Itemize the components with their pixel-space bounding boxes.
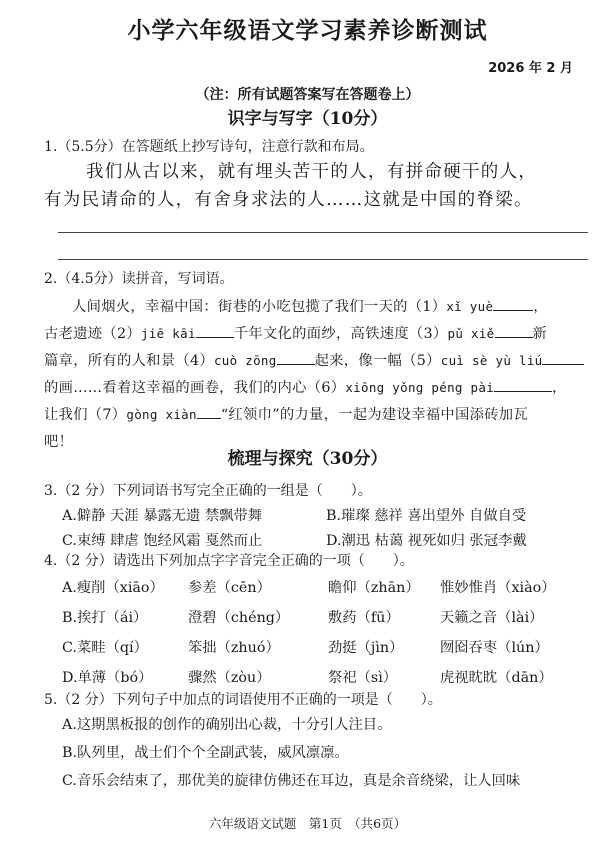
pinyin: xǐ yuè [446,299,494,314]
fill-blank-2[interactable] [196,325,234,338]
q4-d-4: 虎视眈眈（dān） [440,670,553,686]
question-3-stem: 3.（2 分）下列词语书写完全正确的一组是（ ）。 [44,483,372,499]
q5-option-b[interactable]: B.队列里，战士们个个全副武装，威风凛凛。 [62,745,349,761]
q2-line-1 [72,296,548,316]
q4-d-2: 骤然（zòu） [188,670,271,686]
q3-option-a[interactable]: A.僻静 天涯 暴露无遗 禁飘带舞 [62,508,263,524]
q2-text: 篇章，所有的人和景（4） [44,353,214,369]
section-title-exploration: 梳理与探究（30分） [227,449,388,469]
q2-line-3 [44,350,584,370]
fill-blank-7[interactable] [197,406,221,419]
fill-blank-6[interactable] [494,379,552,392]
pinyin: gòng xiàn [126,407,197,422]
q4-b-3: 敷药（fū） [328,610,400,626]
q4-b-2: 澄碧（chéng） [188,610,290,626]
q5-option-c[interactable]: C.音乐会结束了，那优美的旋律仿佛还在耳边，真是余音绕梁，让人回味 [62,773,521,789]
fill-blank-3[interactable] [495,325,533,338]
q3-option-b[interactable]: B.璀璨 慈祥 喜出望外 自做自受 [326,508,527,524]
q4-c-4: 囫囵吞枣（lún） [440,640,549,656]
q2-text: 人间烟火，幸福中国：街巷的小吃包揽了我们一天的（1） [72,299,447,315]
question-1-stem: 1.（5.5分）在答题纸上抄写诗句，注意行款和布局。 [44,139,374,155]
exam-date: 2026 年 2 月 [488,61,573,76]
q3-option-c[interactable]: C.束缚 肆虐 饱经风霜 戛然而止 [62,533,263,549]
answer-line-1 [58,232,588,233]
q3-option-d[interactable]: D.潮迅 枯蔼 视死如归 张冠李戴 [326,533,527,549]
answer-line-2 [58,259,588,260]
q2-line-6: 吧！ [44,434,74,450]
q4-a-2: 参差（cēn） [188,580,271,596]
poem-line-2: 有为民请命的人，有舍身求法的人……这就是中国的脊梁。 [44,190,533,210]
q2-text: 千年文化的面纱，高铁速度（3） [233,326,448,342]
pinyin: xiōng yǒng péng pài [345,380,495,395]
q2-text: “红领巾”的力量，一起为建设幸福中国添砖加瓦 [220,407,528,423]
q4-d-1[interactable]: D.单薄（bó） [62,670,153,686]
q5-option-a[interactable]: A.这期黑板报的创作的确别出心裁，十分引人注目。 [62,717,392,733]
q2-text: ， [552,380,567,396]
q4-c-1[interactable]: C.菜畦（qí） [62,640,148,656]
q4-a-1[interactable]: A.瘦削（xiāo） [62,580,164,596]
pinyin: cuò zōng [213,353,277,368]
exam-note: （注：所有试题答案写在答题卷上） [195,87,420,103]
page-footer: 六年级语文试题 第1页 （共6页） [208,816,407,831]
fill-blank-1[interactable] [493,298,533,311]
pinyin: pǔ xiě [447,326,495,341]
question-2-stem: 2.（4.5分）读拼音，写词语。 [44,271,234,287]
q2-text: 让我们（7） [44,407,127,423]
q4-a-3: 瞻仰（zhān） [328,580,420,596]
fill-blank-5[interactable] [542,352,584,365]
q2-line-4 [44,377,567,397]
q2-line-2 [44,323,547,343]
q2-line-5 [44,404,528,424]
q4-a-4: 惟妙惟肖（xiào） [440,580,556,596]
q4-b-1[interactable]: B.挨打（ái） [62,610,148,626]
q4-c-2: 笨拙（zhuó） [188,640,280,656]
q2-text: 古老遗迹（2） [44,326,141,342]
pinyin: jiē kāi [140,326,196,341]
q2-text: 起来，像一幅（5） [314,353,441,369]
q2-text: 新 [532,326,548,342]
question-4-stem: 4.（2 分）请选出下列加点字字音完全正确的一项（ ）。 [44,553,414,569]
q4-c-3: 劲挺（jìn） [328,640,404,656]
fill-blank-4[interactable] [277,352,315,365]
question-5-stem: 5.（2 分）下列句子中加点的词语使用不正确的一项是（ ）。 [44,692,442,708]
q4-d-3: 祭祀（sì） [328,670,398,686]
q4-b-4: 天籁之音（lài） [440,610,544,626]
q2-text: ， [533,299,548,315]
exam-title: 小学六年级语文学习素养诊断测试 [127,18,488,44]
pinyin: cuì sè yù liú [440,353,543,368]
q2-text: 的画……看着这幸福的画卷，我们的内心（6） [44,380,346,396]
poem-line-1: 我们从古以来，就有埋头苦干的人，有拼命硬干的人， [86,162,538,182]
section-title-literacy: 识字与写字（10分） [227,109,388,129]
